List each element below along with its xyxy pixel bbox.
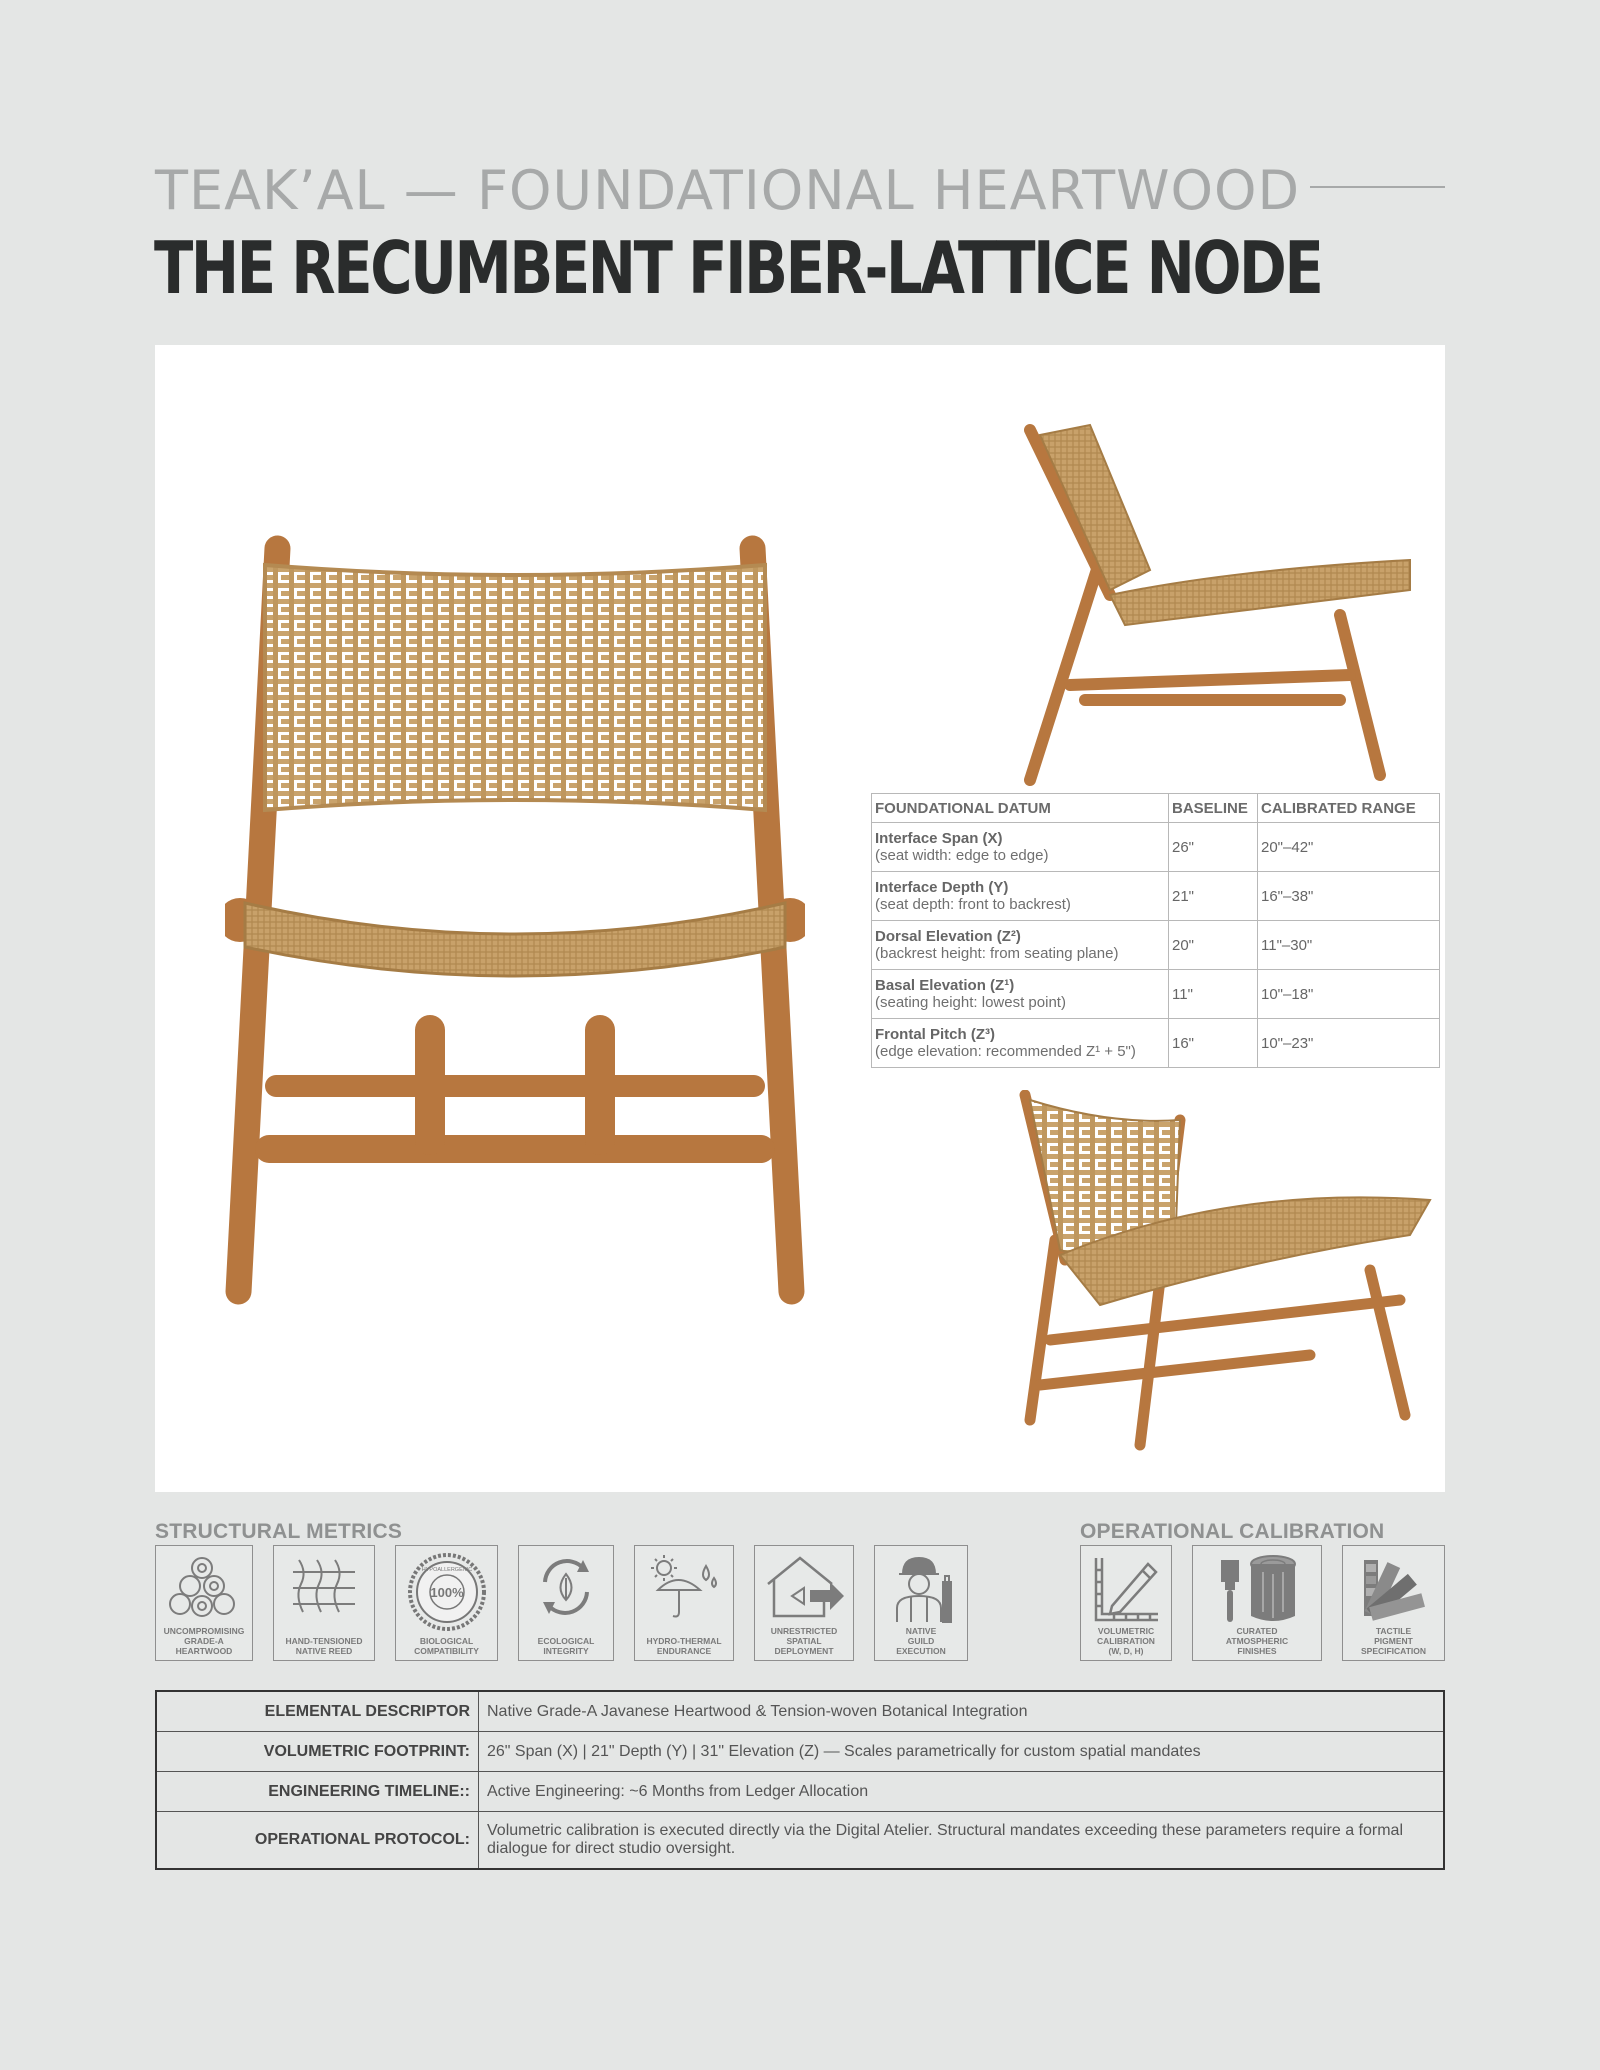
option-caption: CURATED ATMOSPHERIC FINISHES [1225, 1626, 1289, 1656]
range-cell: 11"–30" [1258, 921, 1440, 970]
seal-icon [406, 1552, 488, 1632]
dimensions-table [871, 793, 1440, 1068]
operational-calibration-label: OPERATIONAL CALIBRATION [1080, 1520, 1385, 1543]
baseline-cell: 21" [1169, 872, 1258, 921]
spec-key: ELEMENTAL DESCRIPTOR [156, 1691, 479, 1732]
datum-name: Dorsal Elevation (Z²) [875, 928, 1021, 945]
column-header: CALIBRATED RANGE [1258, 794, 1440, 823]
feature-caption: UNCOMPROMISING GRADE-A HEARTWOOD [163, 1626, 245, 1656]
feature-caption: NATIVE GUILD EXECUTION [896, 1626, 946, 1656]
baseline-cell: 26" [1169, 823, 1258, 872]
weave-icon [289, 1552, 359, 1622]
brand-header [155, 160, 1445, 220]
logs-icon [162, 1552, 246, 1624]
datum-name-cell [872, 1019, 1169, 1068]
structural-metrics-label: STRUCTURAL METRICS [155, 1520, 403, 1543]
feature-caption: UNRESTRICTED SPATIAL DEPLOYMENT [770, 1626, 838, 1656]
table-row [872, 823, 1440, 872]
spec-value: 26" Span (X) | 21" Depth (Y) | 31" Elevation (Z) — Scales parametrically for custom spatial mandates [479, 1732, 1445, 1772]
table-row [872, 1019, 1440, 1068]
datum-name: Interface Span (X) [875, 830, 1003, 847]
feature-deployment [754, 1545, 854, 1661]
datum-note: (edge elevation: recommended Z¹ + 5") [875, 1043, 1136, 1060]
option-caption: TACTILE PIGMENT SPECIFICATION [1360, 1626, 1426, 1656]
spec-key: VOLUMETRIC FOOTPRINT: [156, 1732, 479, 1772]
table-row [156, 1732, 1444, 1772]
table-row [872, 921, 1440, 970]
range-cell: 10"–23" [1258, 1019, 1440, 1068]
table-row [156, 1691, 1444, 1732]
datum-note: (seating height: lowest point) [875, 994, 1066, 1011]
datum-name-cell [872, 970, 1169, 1019]
chair-side-image [1010, 420, 1450, 800]
brush-wood-icon [1207, 1552, 1307, 1626]
table-row [156, 1812, 1444, 1870]
spec-key: OPERATIONAL PROTOCOL: [156, 1812, 479, 1870]
feature-ecology [518, 1545, 614, 1661]
brand-rule [1310, 186, 1445, 188]
range-cell: 20"–42" [1258, 823, 1440, 872]
datum-name: Basal Elevation (Z¹) [875, 977, 1015, 994]
feature-guild [874, 1545, 968, 1661]
specifications-table [155, 1690, 1445, 1870]
option-caption: VOLUMETRIC CALIBRATION (W, D, H) [1097, 1626, 1155, 1656]
column-header: BASELINE [1169, 794, 1258, 823]
recycle-leaf-icon [531, 1552, 601, 1622]
option-atmospheric-finishes [1192, 1545, 1322, 1661]
feature-reed [273, 1545, 375, 1661]
feature-caption: ECOLOGICAL INTEGRITY [537, 1636, 595, 1656]
product-image-panel [155, 345, 1445, 1492]
feature-caption: BIOLOGICAL COMPATIBILITY [414, 1636, 479, 1656]
chair-back-image [1010, 1090, 1450, 1455]
spec-key: ENGINEERING TIMELINE:: [156, 1772, 479, 1812]
baseline-cell: 16" [1169, 1019, 1258, 1068]
datum-note: (seat depth: front to backrest) [875, 896, 1071, 913]
datum-name-cell [872, 872, 1169, 921]
house-arrow-icon [762, 1552, 846, 1624]
baseline-cell: 11" [1169, 970, 1258, 1019]
feature-hydrothermal [634, 1545, 734, 1661]
range-cell: 10"–18" [1258, 970, 1440, 1019]
seal-percent: 100% [429, 1585, 464, 1600]
datum-name: Interface Depth (Y) [875, 879, 1009, 896]
table-row [156, 1772, 1444, 1812]
table-row [872, 872, 1440, 921]
ruler-pencil-icon [1088, 1552, 1164, 1626]
craftsman-icon [883, 1552, 959, 1626]
baseline-cell: 20" [1169, 921, 1258, 970]
feature-caption: HYDRO-THERMAL ENDURANCE [646, 1636, 722, 1656]
range-cell: 16"–38" [1258, 872, 1440, 921]
feature-heartwood [155, 1545, 253, 1661]
seal-ring-text: HYPOALLERGENIC [421, 1567, 472, 1573]
feature-biocompat [395, 1545, 498, 1661]
swatch-fan-icon [1352, 1552, 1436, 1626]
datum-name-cell [872, 823, 1169, 872]
spec-value: Volumetric calibration is executed directly via the Digital Atelier. Structural mandates exceeding these parameters require a formal dialogue for direct studio oversight. [479, 1812, 1445, 1870]
datum-name-cell [872, 921, 1169, 970]
brand-name: TEAK’AL — FOUNDATIONAL HEARTWOOD [155, 158, 1301, 222]
sun-umbrella-icon [644, 1552, 724, 1624]
option-pigment-specification [1342, 1545, 1445, 1661]
datum-name: Frontal Pitch (Z³) [875, 1026, 995, 1043]
table-header-row [872, 794, 1440, 823]
spec-value: Active Engineering: ~6 Months from Ledger Allocation [479, 1772, 1445, 1812]
chair-front-image [225, 535, 805, 1315]
feature-caption: HAND-TENSIONED NATIVE REED [285, 1636, 363, 1656]
datum-note: (backrest height: from seating plane) [875, 945, 1119, 962]
option-volumetric-calibration [1080, 1545, 1172, 1661]
column-header: FOUNDATIONAL DATUM [872, 794, 1169, 823]
table-row [872, 970, 1440, 1019]
spec-value: Native Grade-A Javanese Heartwood & Tension-woven Botanical Integration [479, 1691, 1445, 1732]
datum-note: (seat width: edge to edge) [875, 847, 1049, 864]
page-title: THE RECUMBENT FIBER-LATTICE NODE [154, 226, 1322, 310]
